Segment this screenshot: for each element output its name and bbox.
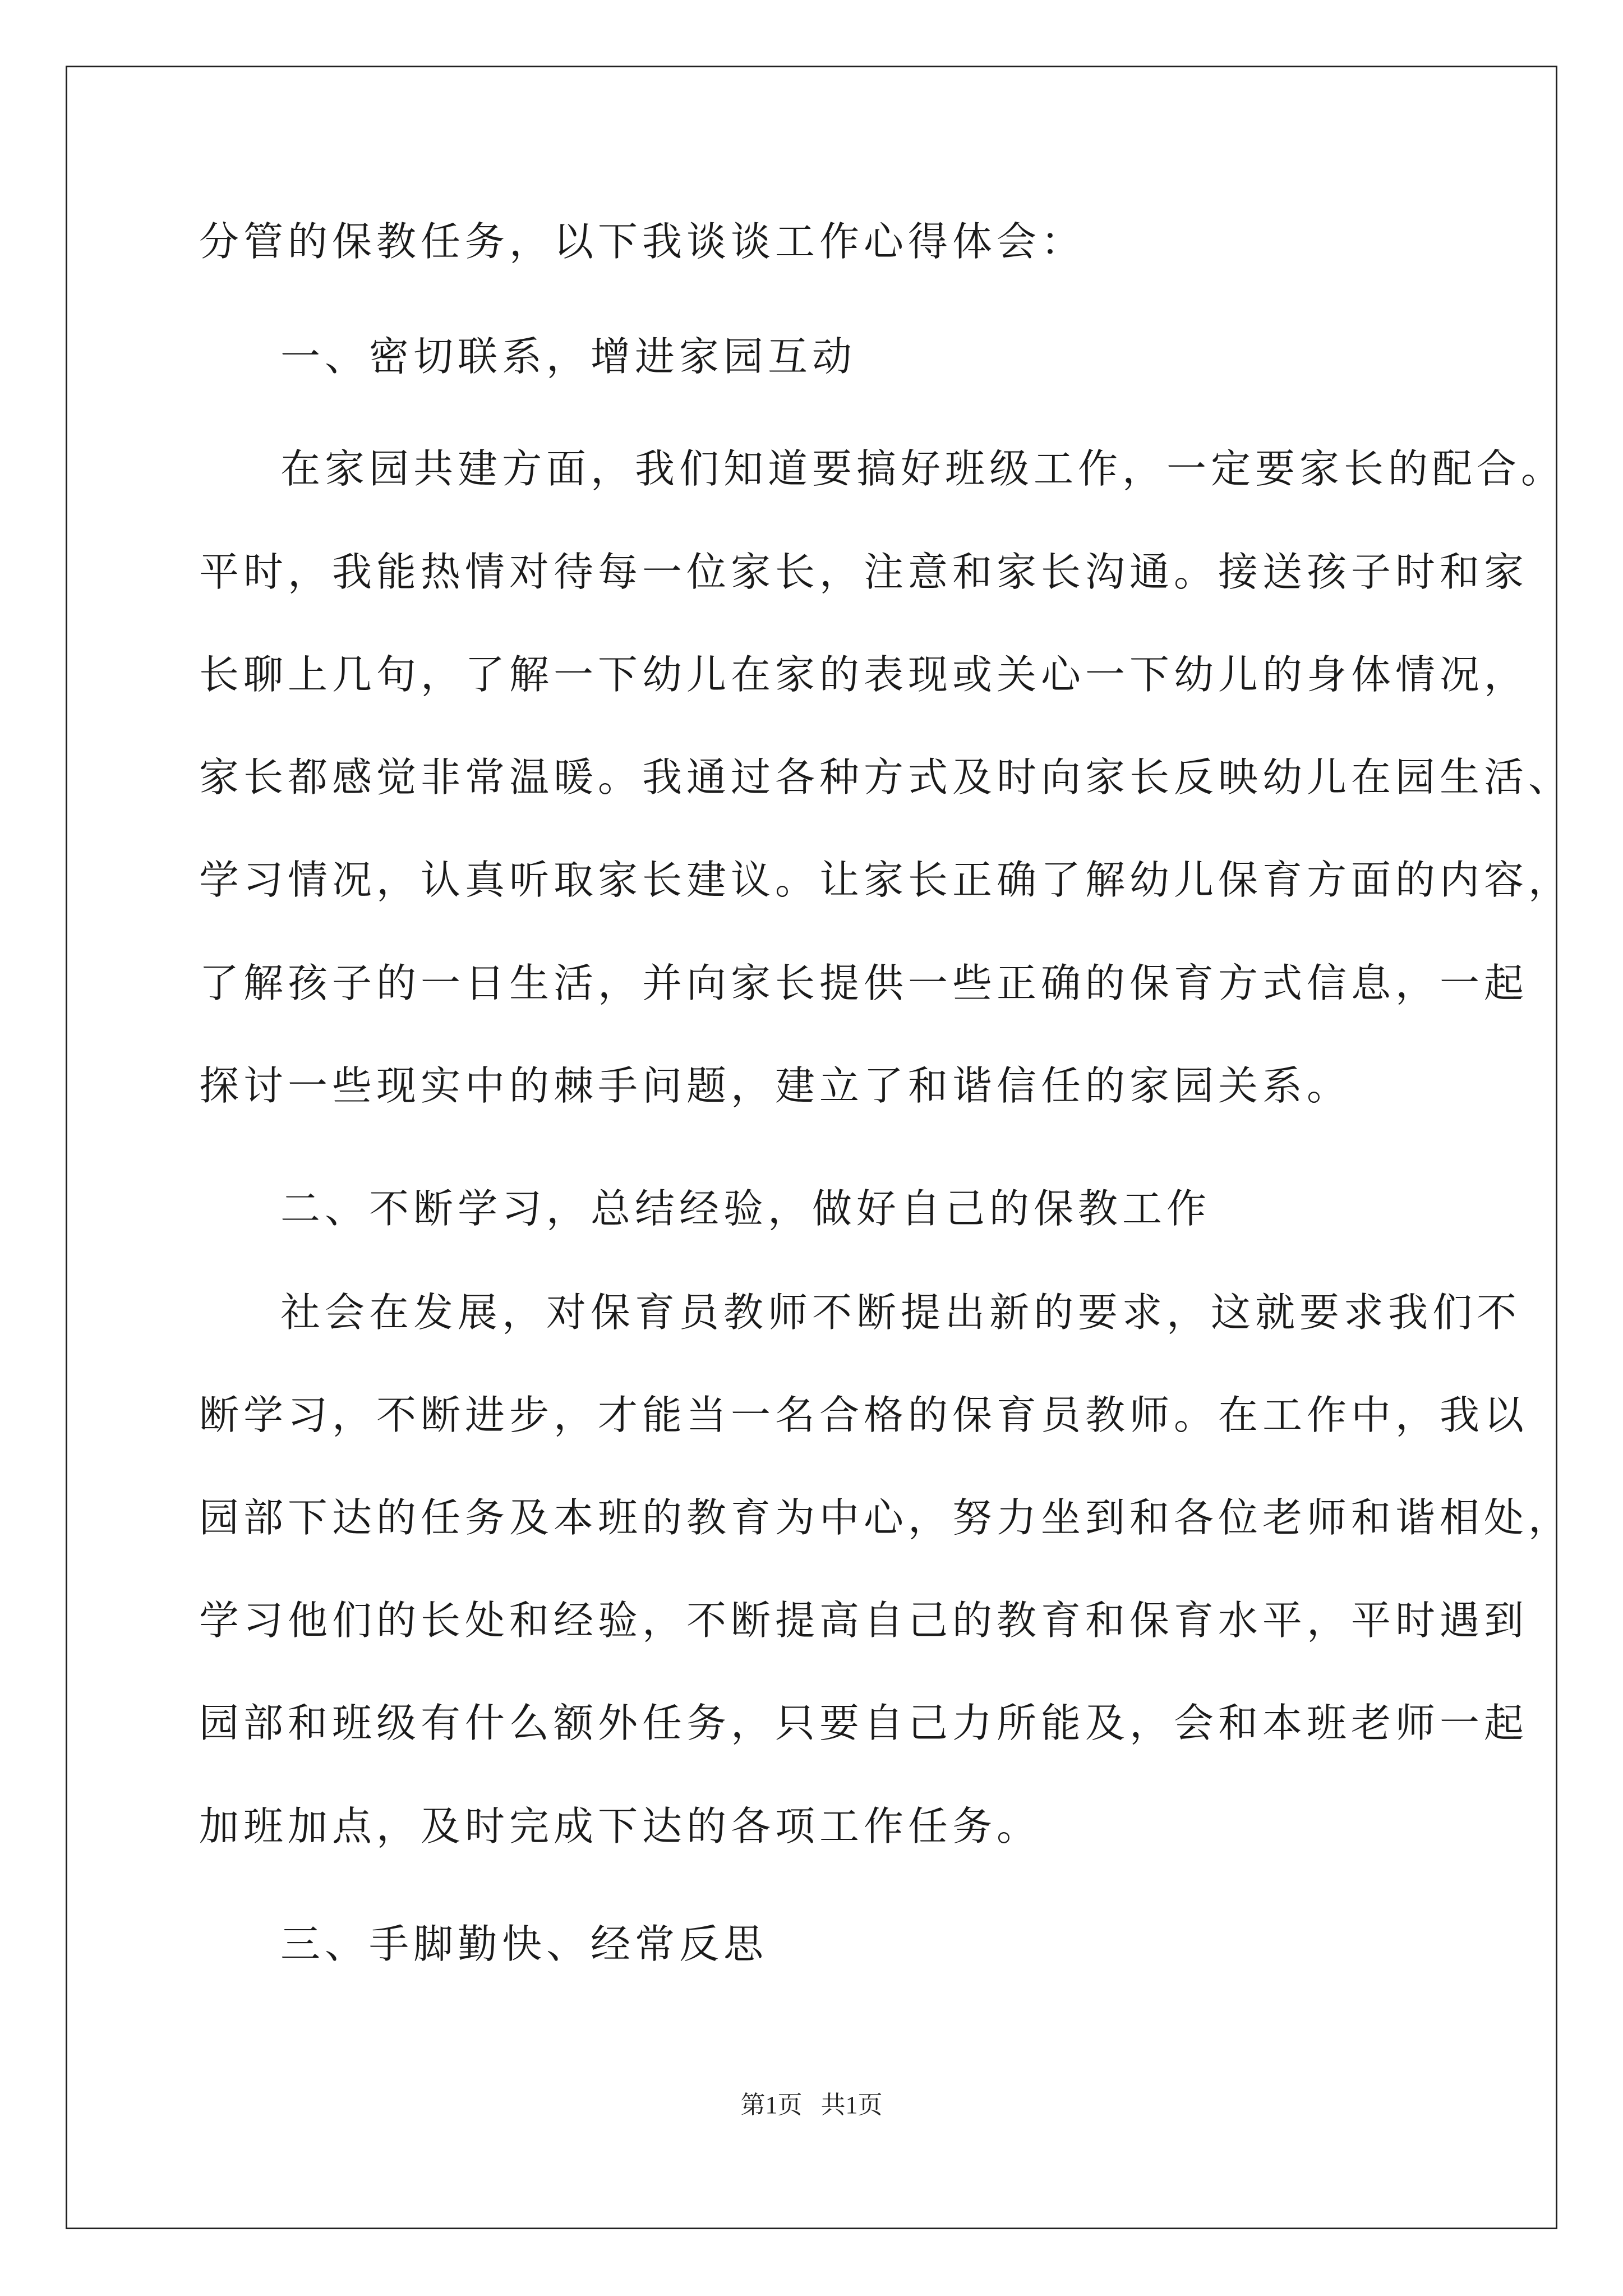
paragraph-line: 学习情况，认真听取家长建议。让家长正确了解幼儿保育方面的内容， xyxy=(199,857,1573,903)
paragraph-line: 平时，我能热情对待每一位家长，注意和家长沟通。接送孩子时和家 xyxy=(199,549,1529,595)
section-heading-3: 三、手脚勤快、经常反思 xyxy=(280,1921,768,1967)
paragraph-line: 园部下达的任务及本班的教育为中心，努力坐到和各位老师和谐相处， xyxy=(199,1494,1573,1541)
paragraph-line: 探讨一些现实中的棘手问题，建立了和谐信任的家园关系。 xyxy=(199,1062,1352,1109)
paragraph-line: 了解孩子的一日生活，并向家长提供一些正确的保育方式信息，一起 xyxy=(199,960,1529,1006)
section-heading-1: 一、密切联系，增进家园互动 xyxy=(280,333,857,380)
paragraph-line: 园部和班级有什么额外任务，只要自己力所能及，会和本班老师一起 xyxy=(199,1700,1529,1746)
paragraph-line: 学习他们的长处和经验，不断提高自己的教育和保育水平，平时遇到 xyxy=(199,1597,1529,1644)
section-heading-2: 二、不断学习，总结经验，做好自己的保教工作 xyxy=(280,1185,1211,1232)
body-text-line: 分管的保教任务，以下我谈谈工作心得体会： xyxy=(199,218,1086,265)
paragraph-line: 社会在发展，对保育员教师不断提出新的要求，这就要求我们不 xyxy=(280,1289,1521,1336)
paragraph-line: 断学习，不断进步，才能当一名合格的保育员教师。在工作中，我以 xyxy=(199,1392,1529,1438)
page-border xyxy=(66,66,1557,2229)
paragraph-line: 家长都感觉非常温暖。我通过各种方式及时向家长反映幼儿在园生活、 xyxy=(199,754,1573,800)
paragraph-line: 长聊上几句，了解一下幼儿在家的表现或关心一下幼儿的身体情况， xyxy=(199,651,1529,698)
paragraph-line: 加班加点，及时完成下达的各项工作任务。 xyxy=(199,1803,1041,1849)
page-number-footer: 第1页 共1页 xyxy=(740,2091,883,2119)
paragraph-line: 在家园共建方面，我们知道要搞好班级工作，一定要家长的配合。 xyxy=(280,445,1566,492)
